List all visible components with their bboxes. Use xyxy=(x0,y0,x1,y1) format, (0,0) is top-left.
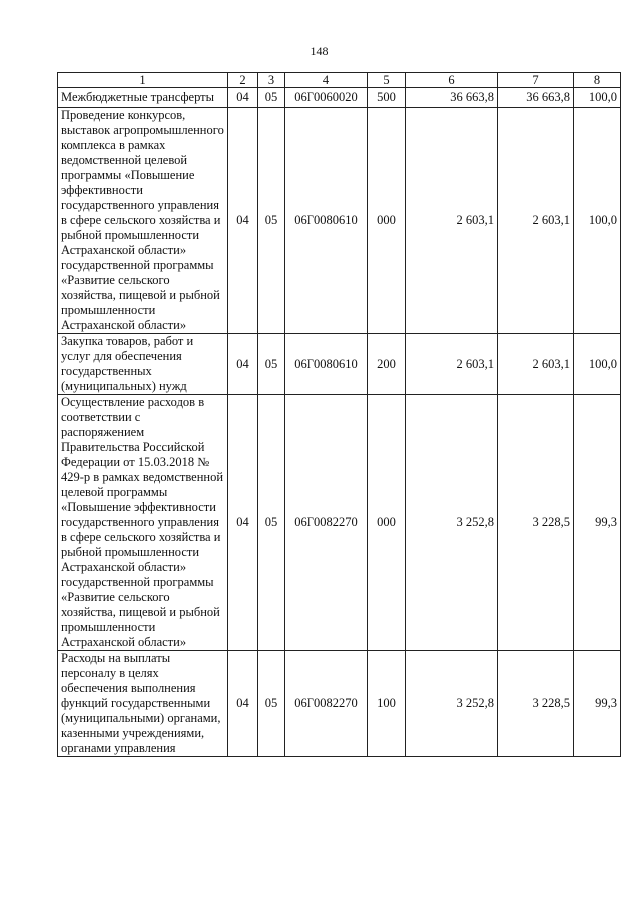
row-planned-amount: 36 663,8 xyxy=(406,88,498,108)
row-name: Межбюджетные трансферты xyxy=(58,88,228,108)
row-section: 04 xyxy=(228,88,258,108)
column-header-8: 8 xyxy=(574,73,621,88)
row-expense-type: 500 xyxy=(368,88,406,108)
row-percent: 100,0 xyxy=(574,334,621,395)
column-header-3: 3 xyxy=(258,73,285,88)
row-name: Проведение конкурсов, выставок агропромышленного комплекса в рамках ведомственной целевой программы «Повышение эффективности государственного управления в сфере сельского хозяйства и рыбной промышленности Астраханской области» государственной программы «Развитие сельского хозяйства, пищевой и рыбной промышленности Астраханской области» xyxy=(58,108,228,334)
row-subsection: 05 xyxy=(258,108,285,334)
header-row xyxy=(58,73,621,88)
row-subsection: 05 xyxy=(258,334,285,395)
table-row xyxy=(58,334,621,395)
row-actual-amount: 2 603,1 xyxy=(498,108,574,334)
row-planned-amount: 3 252,8 xyxy=(406,651,498,757)
budget-table xyxy=(57,72,621,757)
row-subsection: 05 xyxy=(258,651,285,757)
row-target-item: 06Г0080610 xyxy=(285,334,368,395)
row-actual-amount: 36 663,8 xyxy=(498,88,574,108)
row-expense-type: 000 xyxy=(368,108,406,334)
row-subsection: 05 xyxy=(258,395,285,651)
row-percent: 99,3 xyxy=(574,651,621,757)
table-row xyxy=(58,395,621,651)
row-percent: 100,0 xyxy=(574,88,621,108)
row-expense-type: 100 xyxy=(368,651,406,757)
row-planned-amount: 2 603,1 xyxy=(406,334,498,395)
row-target-item: 06Г0082270 xyxy=(285,651,368,757)
row-actual-amount: 2 603,1 xyxy=(498,334,574,395)
row-target-item: 06Г0060020 xyxy=(285,88,368,108)
row-target-item: 06Г0082270 xyxy=(285,395,368,651)
table-row xyxy=(58,651,621,757)
row-name: Осуществление расходов в соответствии с распоряжением Правительства Российской Федерации от 15.03.2018 № 429-р в рамках ведомственной целевой программы «Повышение эффективности государственного управления в сфере сельского хозяйства и рыбной промышленности Астраханской области» государственной программы «Развитие сельского хозяйства, пищевой и рыбной промышленности Астраханской области» xyxy=(58,395,228,651)
row-actual-amount: 3 228,5 xyxy=(498,395,574,651)
row-target-item: 06Г0080610 xyxy=(285,108,368,334)
table-row xyxy=(58,88,621,108)
column-header-2: 2 xyxy=(228,73,258,88)
row-section: 04 xyxy=(228,108,258,334)
row-section: 04 xyxy=(228,651,258,757)
row-section: 04 xyxy=(228,395,258,651)
row-expense-type: 200 xyxy=(368,334,406,395)
row-planned-amount: 3 252,8 xyxy=(406,395,498,651)
row-name: Расходы на выплаты персоналу в целях обеспечения выполнения функций государственными (муниципальными) органами, казенными учреждениями, органами управления xyxy=(58,651,228,757)
row-planned-amount: 2 603,1 xyxy=(406,108,498,334)
row-subsection: 05 xyxy=(258,88,285,108)
column-header-5: 5 xyxy=(368,73,406,88)
column-header-6: 6 xyxy=(406,73,498,88)
column-header-1: 1 xyxy=(58,73,228,88)
page-number: 148 xyxy=(310,44,329,58)
row-section: 04 xyxy=(228,334,258,395)
row-percent: 100,0 xyxy=(574,108,621,334)
column-header-7: 7 xyxy=(498,73,574,88)
row-actual-amount: 3 228,5 xyxy=(498,651,574,757)
column-header-4: 4 xyxy=(285,73,368,88)
row-percent: 99,3 xyxy=(574,395,621,651)
row-name: Закупка товаров, работ и услуг для обеспечения государственных (муниципальных) нужд xyxy=(58,334,228,395)
table-row xyxy=(58,108,621,334)
row-expense-type: 000 xyxy=(368,395,406,651)
